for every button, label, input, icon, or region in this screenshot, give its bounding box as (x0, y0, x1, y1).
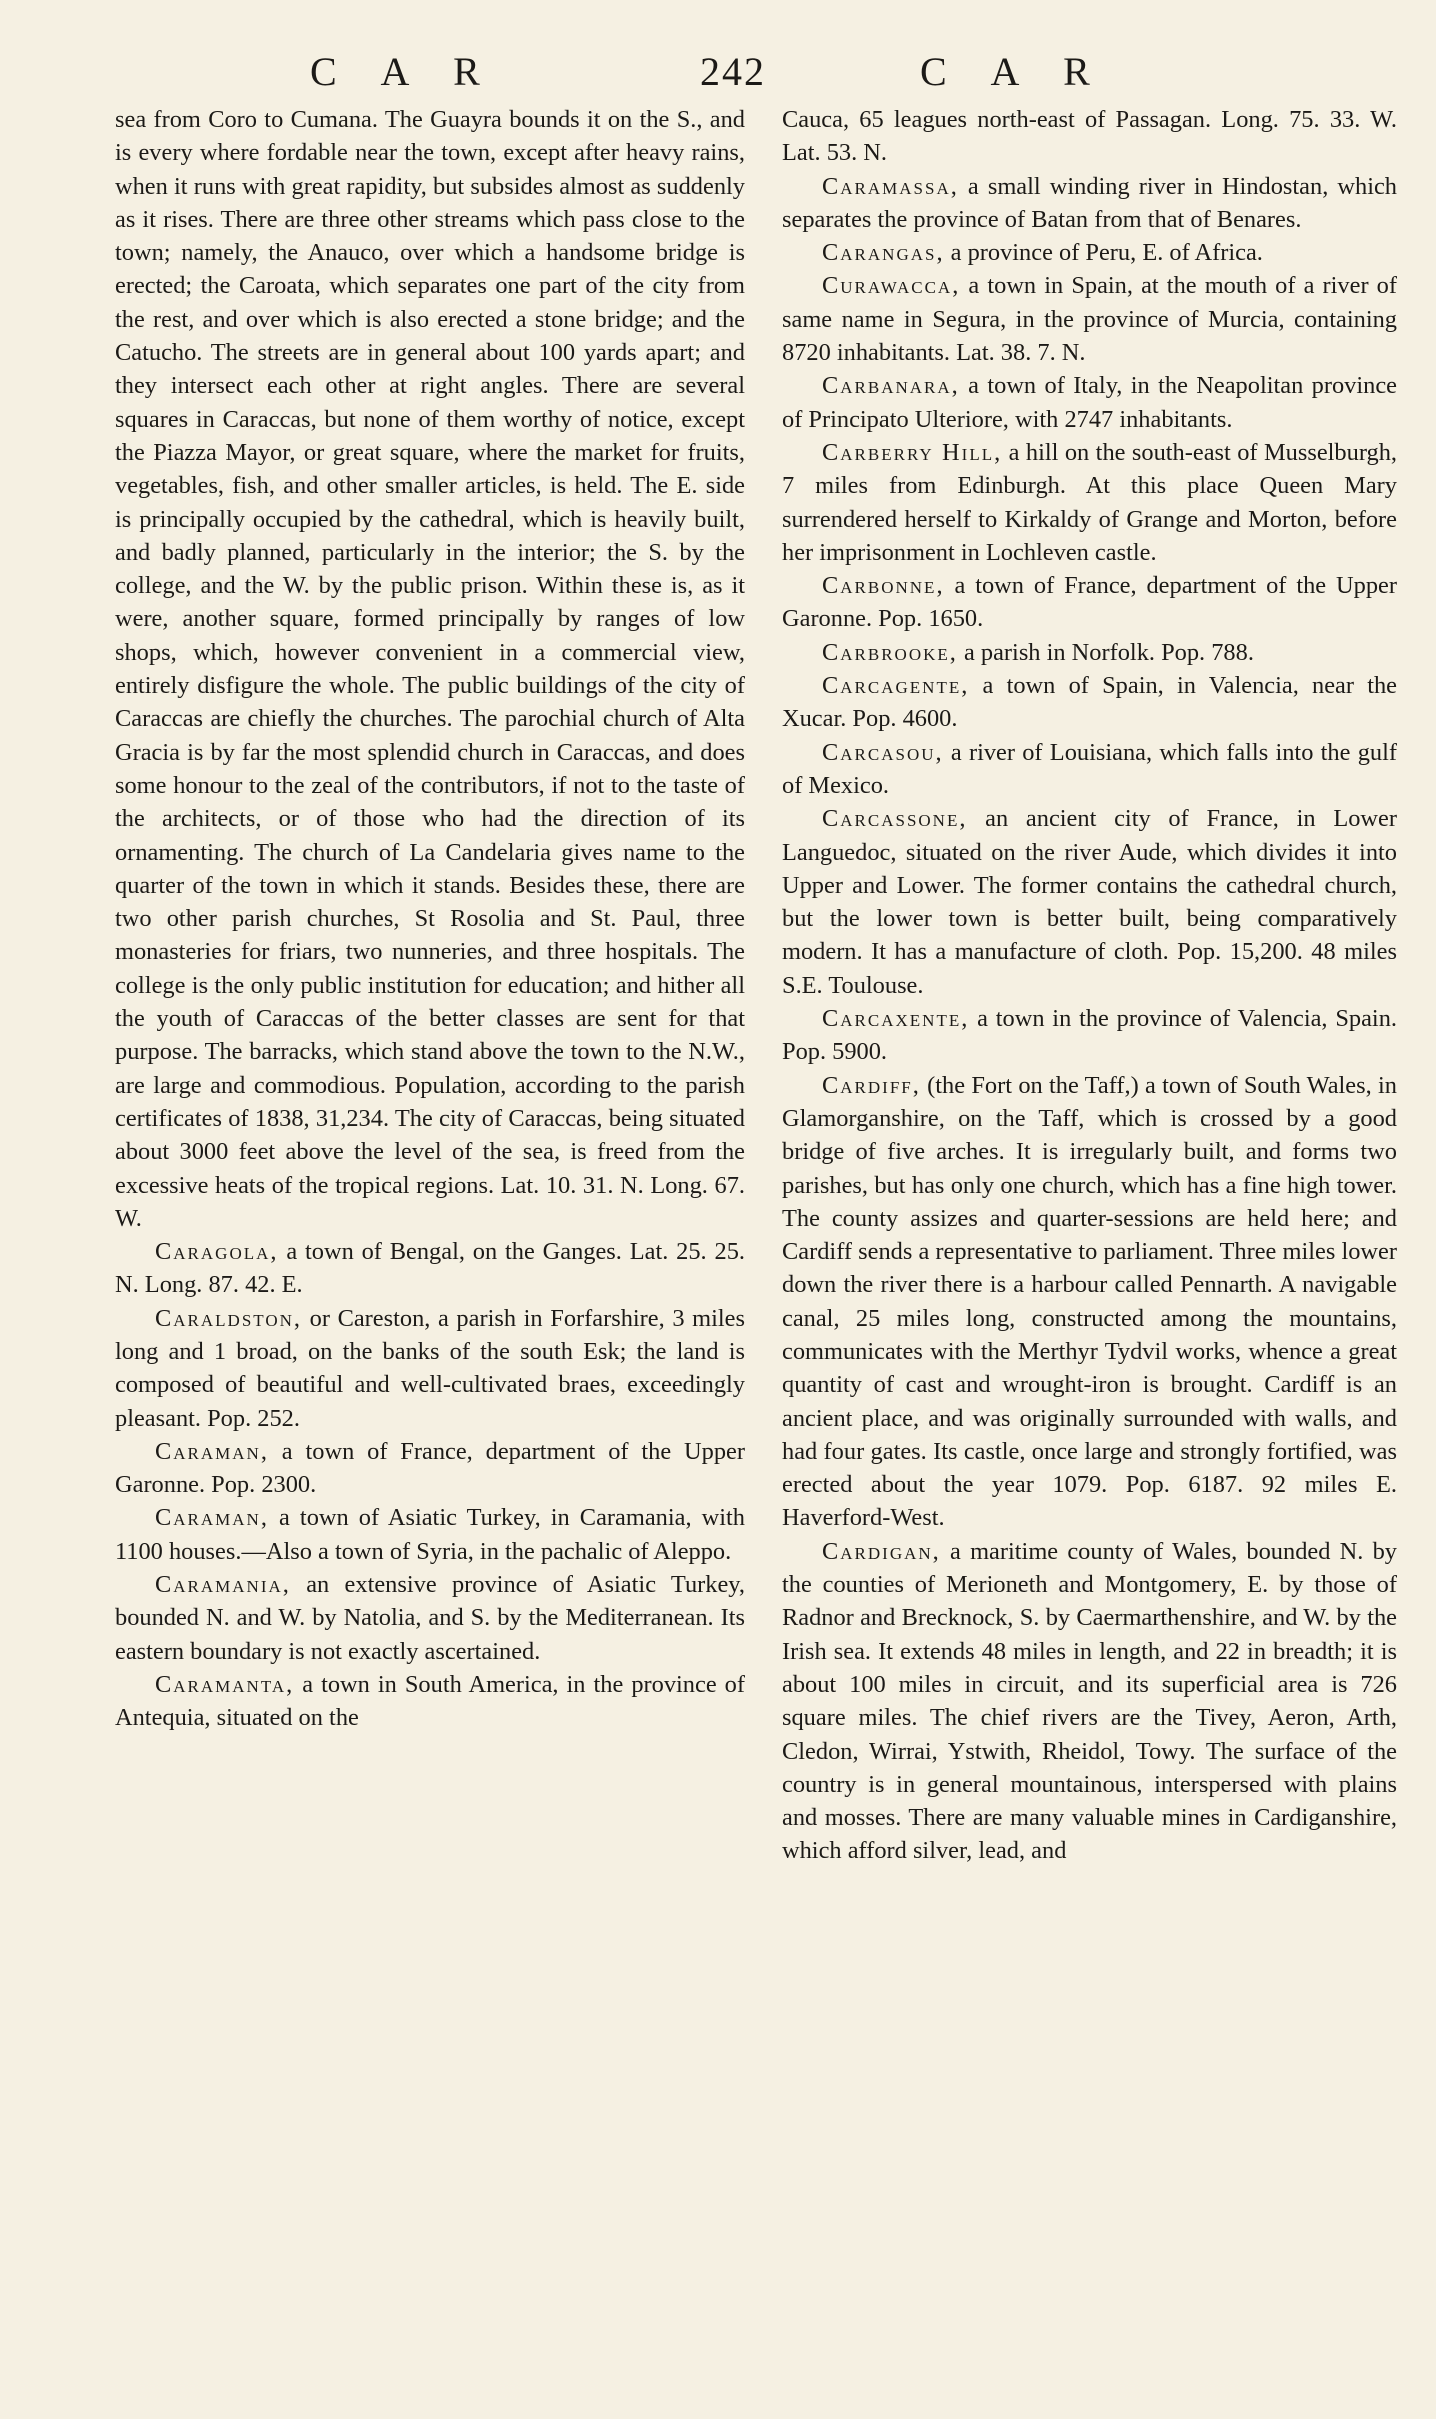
entry-text: a town in South America, in the province of Antequia, situated on the (115, 1670, 745, 1732)
entry-headword: Carcaxente, (822, 1005, 970, 1033)
entry (115, 103, 745, 1235)
entry-text: a town of Spain, in Valencia, near the Xucar. Pop. 4600. (782, 672, 1397, 733)
entry-headword: Carbrooke, (822, 638, 958, 666)
entry (782, 269, 1397, 369)
entry-headword: Caraman, (155, 1437, 269, 1465)
entry (782, 802, 1397, 1002)
entry-headword: Carbonne, (822, 572, 945, 600)
entry-text: a maritime county of Wales, bounded N. by the counties of Merioneth and Montgomery, E. by those of Radnor and Brecknock, S. by Caermarthenshire, and W. by the Irish sea. It extends 48 miles in length, and 22 in breadth; it is about 100 miles in circuit, and its superficial area is 726 square miles. The chief rivers are the Tivey, Aeron, Arth, Cledon, Wirrai, Ystwith, Rheidol, Towy. The surface of the country is in general mountainous, interspersed with plains and mosses. There are many valuable mines in Cardiganshire, which afford silver, lead, and (782, 1537, 1397, 1865)
entry-headword: Carberry Hill, (822, 438, 1003, 466)
entry (115, 1235, 745, 1302)
entry-text: a hill on the south-east of Musselburgh, 7 miles from Edinburgh. At this place Queen Mary surrendered herself to Kirkaldy of Grange and Morton, before her imprisonment in Lochleven castle. (782, 438, 1397, 566)
entry (782, 170, 1397, 237)
page-number: 242 (700, 49, 766, 94)
entry-headword: Cardigan, (822, 1537, 941, 1565)
entry-text: Cauca, 65 leagues north-east of Passagan. Long. 75. 33. W. Lat. 53. N. (782, 106, 1397, 167)
entry (115, 1435, 745, 1502)
entry-text: a parish in Norfolk. Pop. 788. (957, 638, 1254, 666)
entry (782, 369, 1397, 436)
entry-text: a town in Spain, at the mouth of a river of same name in Segura, in the province of Murcia, containing 8720 inhabitants. Lat. 38. 7. N. (782, 272, 1397, 367)
entry-headword: Carbanara, (822, 372, 960, 400)
entry-text: a province of Peru, E. of Africa. (944, 239, 1263, 267)
entry-headword: Caramania, (155, 1571, 291, 1599)
entry (115, 1501, 745, 1568)
entry-headword: Caramanta, (155, 1670, 295, 1698)
entry (782, 669, 1397, 736)
entry-headword: Carcagente, (822, 672, 970, 700)
entry-text: a river of Louisiana, which falls into the gulf of Mexico. (782, 738, 1397, 799)
entry-text: (the Fort on the Taff,) a town of South Wales, in Glamorganshire, on the Taff, which is crossed by a good bridge of five arches. It is irregularly built, and forms two parishes, but has only one church, which has a fine high tower. The county assizes and quarter-sessions are held here; and Cardiff sends a representative to parliament. Three miles lower down the river there is a harbour called Pennarth. A navigable canal, 25 miles long, constructed among the mountains, communicates with the Merthyr Tydvil works, whence a great quantity of cast and wrought-iron is brought. Cardiff is an ancient place, and was originally surrounded with walls, and had four gates. Its castle, once large and strongly fortified, was erected about the year 1079. Pop. 6187. 92 miles E. Haverford-West. (782, 1071, 1397, 1532)
entry-text: an ancient city of France, in Lower Languedoc, situated on the river Aude, which divides it into Upper and Lower. The former contains the cathedral church, but the lower town is better built, being comparatively modern. It has a manufacture of cloth. Pop. 15,200. 48 miles S.E. Toulouse. (782, 805, 1397, 999)
running-head-left: C A R (310, 49, 498, 94)
entry-text: a town of Italy, in the Neapolitan province of Principato Ulteriore, with 2747 inhabitants. (782, 372, 1397, 433)
right-column (782, 103, 1397, 1868)
entry-headword: Curawacca, (822, 272, 961, 300)
entry-text: a town in the province of Valencia, Spain. Pop. 5900. (782, 1005, 1397, 1066)
entry-text: a town of Bengal, on the Ganges. Lat. 25. 25. N. Long. 87. 42. E. (115, 1238, 745, 1299)
entry-headword: Carangas, (822, 239, 945, 267)
entry-text: a town of Asiatic Turkey, in Caramania, with 1100 houses.—Also a town of Syria, in the pachalic of Aleppo. (115, 1504, 745, 1565)
entry (782, 1002, 1397, 1069)
entry-headword: Caraldston, (155, 1304, 303, 1332)
entry (115, 1668, 745, 1735)
entry (782, 1535, 1397, 1868)
running-head (0, 48, 1436, 98)
entry-headword: Carcassone, (822, 805, 968, 833)
entry-headword: Caraman, (155, 1504, 269, 1532)
entry (782, 103, 1397, 170)
entry-text: or Careston, a parish in Forfarshire, 3 miles long and 1 broad, on the banks of the south Esk; the land is composed of beautiful and well-cultivated braes, exceedingly pleasant. Pop. 252. (115, 1304, 745, 1432)
entry (782, 569, 1397, 636)
entry (782, 736, 1397, 803)
entry (782, 436, 1397, 569)
entry-text: a small winding river in Hindostan, which separates the province of Batan from that of Benares. (782, 172, 1397, 233)
running-head-right: C A R (920, 49, 1108, 94)
entry-headword: Carcasou, (822, 738, 944, 766)
entry (782, 1069, 1397, 1535)
entry (782, 636, 1397, 669)
entry (782, 236, 1397, 269)
left-column (115, 103, 745, 1735)
entry-text: sea from Coro to Cumana. The Guayra bounds it on the S., and is every where fordable near the town, except after heavy rains, when it runs with great rapidity, but subsides almost as suddenly as it rises. There are three other streams which pass close to the town; namely, the Anauco, over which a handsome bridge is erected; the Caroata, which separates one part of the city from the rest, and over which is also erected a stone bridge; and the Catucho. The streets are in general about 100 yards apart; and they intersect each other at right angles. There are several squares in Caraccas, but none of them worthy of notice, except the Piazza Mayor, or great square, where the market for fruits, vegetables, fish, and other smaller articles, is held. The E. side is principally occupied by the cathedral, which is heavily built, and badly planned, particularly in the interior; the S. by the college, and the W. by the public prison. Within these is, as it were, another square, formed principally by ranges of low shops, which, however convenient in a commercial view, entirely disfigure the whole. The public buildings of the city of Caraccas are chiefly the churches. The parochial church of Alta Gracia is by far the most splendid church in Caraccas, and does some honour to the zeal of the contributors, if not to the taste of the architects, or of those who had the direction of its ornamenting. The church of La Candelaria gives name to the quarter of the town in which it stands. Besides these, there are two other parish churches, St Rosolia and St. Paul, three monasteries for friars, two nunneries, and three hospitals. The college is the only public institution for education; and hither all the youth of Caraccas of the better classes are sent for that purpose. The barracks, which stand above the town to the N.W., are large and commodious. Population, according to the parish certificates of 1838, 31,234. The city of Caraccas, being situated about 3000 feet above the level of the sea, is freed from the excessive heats of the tropical regions. Lat. 10. 31. N. Long. 67. W. (115, 106, 745, 1232)
entry-headword: Caramassa, (822, 172, 959, 200)
entry (115, 1568, 745, 1668)
entry-text: a town of France, department of the Upper Garonne. Pop. 1650. (782, 572, 1397, 633)
entry-text: an extensive province of Asiatic Turkey, bounded N. and W. by Natolia, and S. by the Mediterranean. Its eastern boundary is not exactly ascertained. (115, 1571, 745, 1665)
entry-headword: Cardiff, (822, 1071, 921, 1099)
entry (115, 1302, 745, 1435)
entry-text: a town of France, department of the Upper Garonne. Pop. 2300. (115, 1437, 745, 1499)
entry-headword: Caragola, (155, 1238, 279, 1266)
